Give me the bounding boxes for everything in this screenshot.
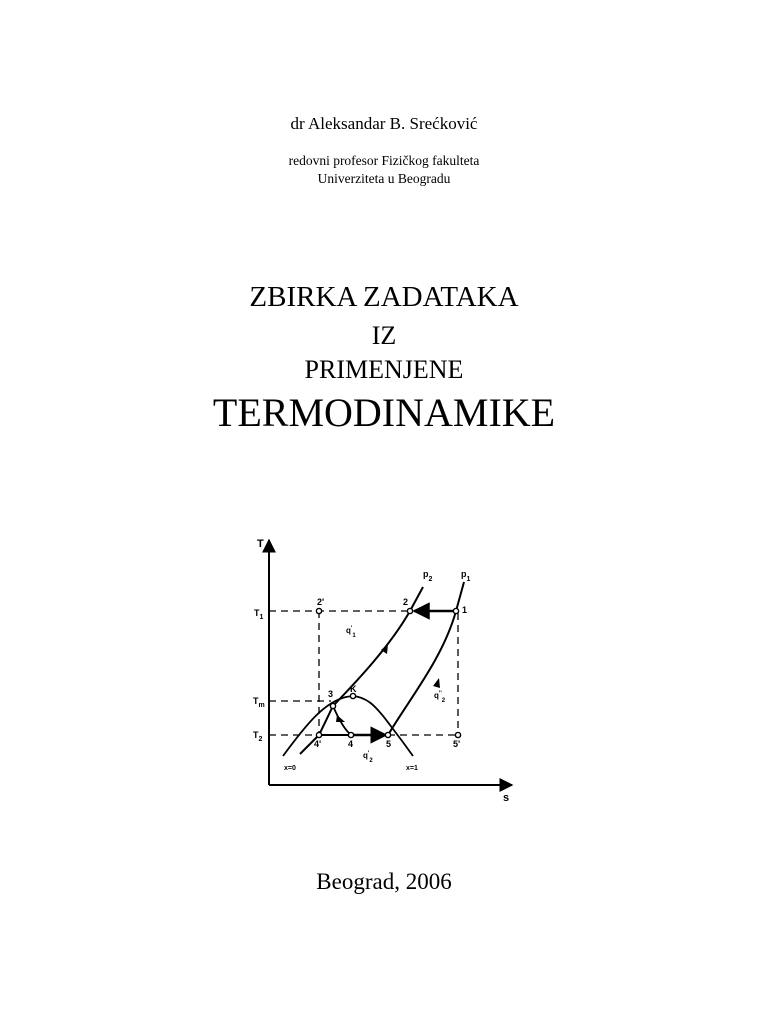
point-2-label: 2 xyxy=(403,597,409,607)
heat-q2-left-label: $q'_2$ xyxy=(363,751,373,764)
point-4 xyxy=(348,732,353,737)
isobar-p1-label: $p_1$ xyxy=(461,569,471,583)
title-line4: TERMODINAMIKE xyxy=(212,390,556,435)
author-position-line1: redovni profesor Fizičkog fakulteta xyxy=(288,153,480,168)
arrow-p1 xyxy=(433,678,440,688)
axis-y-label: T xyxy=(257,538,264,550)
point-5 xyxy=(385,732,390,737)
point-1-label: 1 xyxy=(462,605,468,615)
point-2 xyxy=(407,608,412,613)
point-4-label: 4 xyxy=(348,739,354,749)
point-5-label: 5 xyxy=(386,739,392,749)
heat-q2-right-label: $q''_2$ xyxy=(434,691,446,704)
tick-T1: $T_1$ xyxy=(254,608,264,621)
point-5prime-label: 5' xyxy=(453,739,461,749)
curve-x1-label: x=1 xyxy=(406,765,418,772)
axis-x-label: s xyxy=(503,792,510,804)
point-5prime xyxy=(455,732,460,737)
point-K xyxy=(350,693,355,698)
tick-Tm: $T_m$ xyxy=(253,696,265,709)
point-4prime-label: 4' xyxy=(314,739,322,749)
place-year: Beograd, 2006 xyxy=(316,869,452,894)
title-line1: ZBIRKA ZADATAKA xyxy=(249,281,519,313)
heat-q1-label: $q'_1$ xyxy=(346,626,356,639)
ts-diagram xyxy=(250,530,525,805)
point-2prime xyxy=(316,608,321,613)
isobar-p2-label: $p_2$ xyxy=(423,569,433,583)
isobar-p1 xyxy=(388,582,464,735)
arrow-3-4 xyxy=(336,715,345,722)
point-3 xyxy=(330,703,335,708)
point-3-label: 3 xyxy=(328,689,334,699)
title-line3: PRIMENJENE xyxy=(304,355,464,384)
point-1 xyxy=(453,608,458,613)
author-name: dr Aleksandar B. Srećković xyxy=(290,114,478,133)
point-4prime xyxy=(316,732,321,737)
author-position-line2: Univerziteta u Beogradu xyxy=(317,171,451,186)
title-line2: IZ xyxy=(371,321,397,350)
point-K-label: K xyxy=(350,684,357,694)
point-2prime-label: 2' xyxy=(317,597,325,607)
tick-T2: $T_2$ xyxy=(253,730,263,743)
curve-x0-label: x=0 xyxy=(284,765,296,772)
